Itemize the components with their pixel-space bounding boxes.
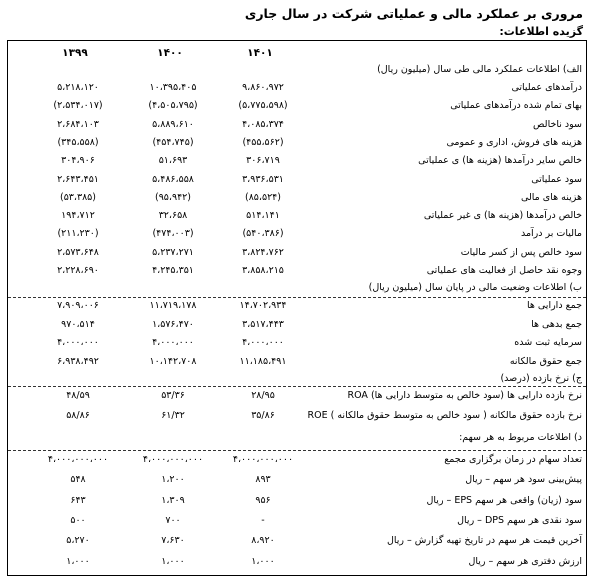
value-1401: ۴،۰۰۰،۰۰۰: [242, 337, 284, 348]
value-1401: ۱۴،۷۰۲،۹۳۴: [239, 300, 287, 311]
row-label: نرخ بازده حقوق مالکانه ( سود خالص به متوسط حقوق مالکانه ) ROE: [307, 410, 582, 421]
value-1400: ۵،۲۳۷،۲۷۱: [152, 246, 194, 258]
row-label: آخرین قیمت هر سهم در تاریخ تهیه گزارش – ریال: [386, 535, 582, 547]
table-row: [8, 354, 586, 372]
value-1399: ۶۴۳: [70, 494, 86, 506]
table-row: [8, 335, 586, 353]
value-1400: ۵۳/۳۶: [161, 390, 185, 401]
value-1400: ۴،۰۰۰،۰۰۰،۰۰۰: [142, 454, 204, 465]
value-1399: ۷،۹۰۹،۰۰۶: [57, 300, 99, 311]
value-1401: ۳،۹۳۶،۵۳۱: [242, 173, 284, 185]
table-row: [8, 226, 586, 244]
value-1400: ۱،۳۰۹: [161, 494, 185, 506]
value-1401: ۹۵۶: [255, 494, 271, 506]
value-1399: ۴۸/۵۹: [66, 390, 90, 401]
value-1399: (۲۱۱،۲۳۰): [57, 228, 99, 240]
value-1401: ۳۰۶،۷۱۹: [246, 155, 280, 167]
value-1401: ۳،۸۵۸،۲۱۵: [242, 265, 284, 276]
row-label: وجوه نقد حاصل از فعالیت های عملیاتی: [426, 265, 582, 276]
report-subtitle: گزیده اطلاعات:: [499, 25, 583, 38]
value-1399: ۵۴۸: [70, 474, 86, 486]
row-label: سود ناخالص: [533, 118, 582, 130]
table-row: [8, 263, 586, 281]
value-1401: ۲۸/۹۵: [251, 390, 275, 401]
value-1401: ۴،۰۰۰،۰۰۰،۰۰۰: [232, 454, 294, 465]
table-row: [8, 408, 586, 426]
table-row: [8, 493, 586, 511]
value-1399: ۵۰۰: [70, 514, 86, 526]
value-1400: ۱،۵۷۶،۴۷۰: [152, 318, 194, 330]
table-row: [8, 135, 586, 153]
row-label: سود نقدی هر سهم DPS – ریال: [457, 514, 582, 526]
table-row: [8, 208, 586, 226]
value-1401: (۴۵۵،۵۶۲): [242, 136, 284, 148]
year-header-1400: ۱۴۰۰: [157, 47, 183, 59]
value-1399: (۳۴۵،۵۵۸): [57, 136, 99, 148]
value-1399: ۵،۲۷۰: [66, 535, 90, 547]
value-1399: ۲،۲۲۸،۶۹۰: [57, 265, 99, 276]
value-1400: ۱۱،۷۱۹،۱۷۸: [149, 300, 197, 311]
table-row: [8, 117, 586, 135]
value-1401: -: [261, 514, 265, 526]
row-label: هزینه های مالی: [520, 191, 582, 203]
value-1399: ۵۸/۸۶: [66, 410, 90, 421]
value-1400: ۴،۲۴۵،۳۵۱: [152, 265, 194, 276]
value-1399: ۴،۰۰۰،۰۰۰: [57, 337, 99, 348]
value-1401: ۳،۵۱۷،۴۴۳: [242, 318, 284, 330]
section-divider: [8, 386, 586, 387]
value-1400: ۱،۰۰۰: [161, 555, 185, 567]
section-heading-label: ج) نرخ بازده (درصد): [500, 373, 582, 384]
section-heading: [8, 430, 586, 448]
row-label: درآمدهای عملیاتی: [511, 82, 582, 93]
row-label: جمع بدهی ها: [531, 318, 582, 330]
value-1400: ۷،۶۳۰: [161, 535, 185, 547]
table-row: [8, 533, 586, 551]
value-1401: (۵۴۰،۳۸۶): [242, 228, 284, 240]
value-1400: ۵،۴۸۶،۵۵۸: [152, 173, 194, 185]
section-heading-label: الف) اطلاعات عملکرد مالی طی سال (میلیون ریال): [377, 64, 582, 75]
value-1400: ۳۲،۶۵۸: [158, 210, 188, 222]
table-row: [8, 388, 586, 406]
row-label: خالص سایر درآمدها (هزینه ها) ی عملیاتی: [418, 155, 582, 167]
row-label: مالیات بر درآمد: [520, 228, 582, 240]
table-row: [8, 98, 586, 116]
value-1399: ۱۹۴،۷۱۲: [61, 210, 95, 222]
row-label: تعداد سهام در زمان برگزاری مجمع: [444, 454, 582, 465]
row-label: پیش‌بینی سود هر سهم – ریال: [465, 474, 582, 486]
row-label: جمع دارایی ها: [526, 300, 582, 311]
row-label: ارزش دفتری هر سهم – ریال: [468, 555, 582, 567]
row-label: هزینه های فروش، اداری و عمومی: [446, 136, 582, 148]
value-1400: (۴۵۴،۷۴۵): [152, 136, 194, 148]
value-1400: ۴،۰۰۰،۰۰۰: [152, 337, 194, 348]
value-1399: ۵،۲۱۸،۱۲۰: [57, 82, 99, 93]
row-label: بهای تمام شده درآمدهای عملیاتی: [450, 100, 582, 112]
report-title: مروری بر عملکرد مالی و عملیاتی شرکت در سال جاری: [244, 6, 583, 21]
value-1399: ۴،۰۰۰،۰۰۰،۰۰۰: [47, 454, 109, 465]
table-row: [8, 298, 586, 316]
value-1399: ۲،۵۷۳،۶۴۸: [57, 246, 99, 258]
section-divider: [8, 450, 586, 451]
value-1401: ۳،۸۲۴،۷۶۲: [242, 246, 284, 258]
value-1400: ۵۱،۶۹۳: [158, 155, 188, 167]
section-heading: [8, 62, 586, 80]
table-row: [8, 190, 586, 208]
table-row: [8, 172, 586, 190]
value-1399: ۶،۹۳۸،۴۹۲: [57, 355, 99, 367]
value-1399: ۳۰۴،۹۰۶: [61, 155, 95, 167]
value-1401: ۱۱،۱۸۵،۴۹۱: [239, 355, 287, 367]
value-1400: ۱،۲۰۰: [161, 474, 185, 486]
value-1399: ۲،۶۴۳،۴۵۱: [57, 173, 99, 185]
row-label: نرخ بازده دارایی ها (سود خالص به متوسط دارایی ها) ROA: [347, 390, 582, 401]
table-row: [8, 452, 586, 470]
section-heading: [8, 280, 586, 298]
year-header-1399: ۱۳۹۹: [62, 47, 88, 59]
row-label: سود عملیاتی: [531, 173, 582, 185]
section-divider: [8, 297, 586, 298]
value-1400: ۶۱/۳۲: [161, 410, 185, 421]
row-label: سرمایه ثبت شده: [514, 337, 582, 348]
value-1399: ۹۷۰،۵۱۴: [61, 318, 95, 330]
value-1401: ۱،۰۰۰: [251, 555, 275, 567]
value-1399: (۲،۵۳۴،۰۱۷): [53, 100, 103, 112]
value-1400: ۱۰،۱۴۲،۷۰۸: [149, 355, 197, 367]
value-1399: (۵۳،۳۸۵): [60, 191, 96, 203]
value-1400: (۴۷۴،۰۰۳): [152, 228, 194, 240]
table-row: [8, 80, 586, 98]
value-1400: ۵،۸۸۹،۶۱۰: [152, 118, 194, 130]
value-1401: (۵،۷۷۵،۵۹۸): [238, 100, 288, 112]
table-row: [8, 317, 586, 335]
value-1400: (۹۵،۹۴۲): [155, 191, 191, 203]
value-1401: ۸،۹۲۰: [251, 535, 275, 547]
value-1400: ۱۰،۳۹۵،۴۰۵: [149, 82, 197, 93]
row-label: جمع حقوق مالکانه: [509, 355, 582, 367]
value-1399: ۲،۶۸۴،۱۰۳: [57, 118, 99, 130]
value-1401: ۵۱۴،۱۴۱: [246, 210, 280, 222]
table-row: [8, 472, 586, 490]
value-1401: ۴،۰۸۵،۳۷۴: [242, 118, 284, 130]
row-label: سود خالص پس از کسر مالیات: [460, 246, 582, 258]
value-1401: (۸۵،۵۲۴): [245, 191, 281, 203]
table-row: [8, 513, 586, 531]
value-1401: ۳۵/۸۶: [251, 410, 275, 421]
row-label: سود (زیان) واقعی هر سهم EPS – ریال: [426, 494, 582, 506]
table-row: [8, 554, 586, 572]
value-1401: ۸۹۳: [255, 474, 271, 486]
table-row: [8, 153, 586, 171]
value-1400: (۴،۵۰۵،۷۹۵): [148, 100, 198, 112]
row-label: خالص درآمدها (هزینه ها) ی غیر عملیاتی: [423, 210, 582, 222]
value-1399: ۱،۰۰۰: [66, 555, 90, 567]
section-heading-label: ب) اطلاعات وضعیت مالی در پایان سال (میلیون ریال): [368, 282, 582, 293]
table-row: [8, 245, 586, 263]
value-1400: ۷۰۰: [165, 514, 181, 526]
year-header-1401: ۱۴۰۱: [247, 47, 273, 59]
section-heading-label: د) اطلاعات مربوط به هر سهم:: [459, 432, 582, 443]
value-1401: ۹،۸۶۰،۹۷۲: [242, 82, 284, 93]
